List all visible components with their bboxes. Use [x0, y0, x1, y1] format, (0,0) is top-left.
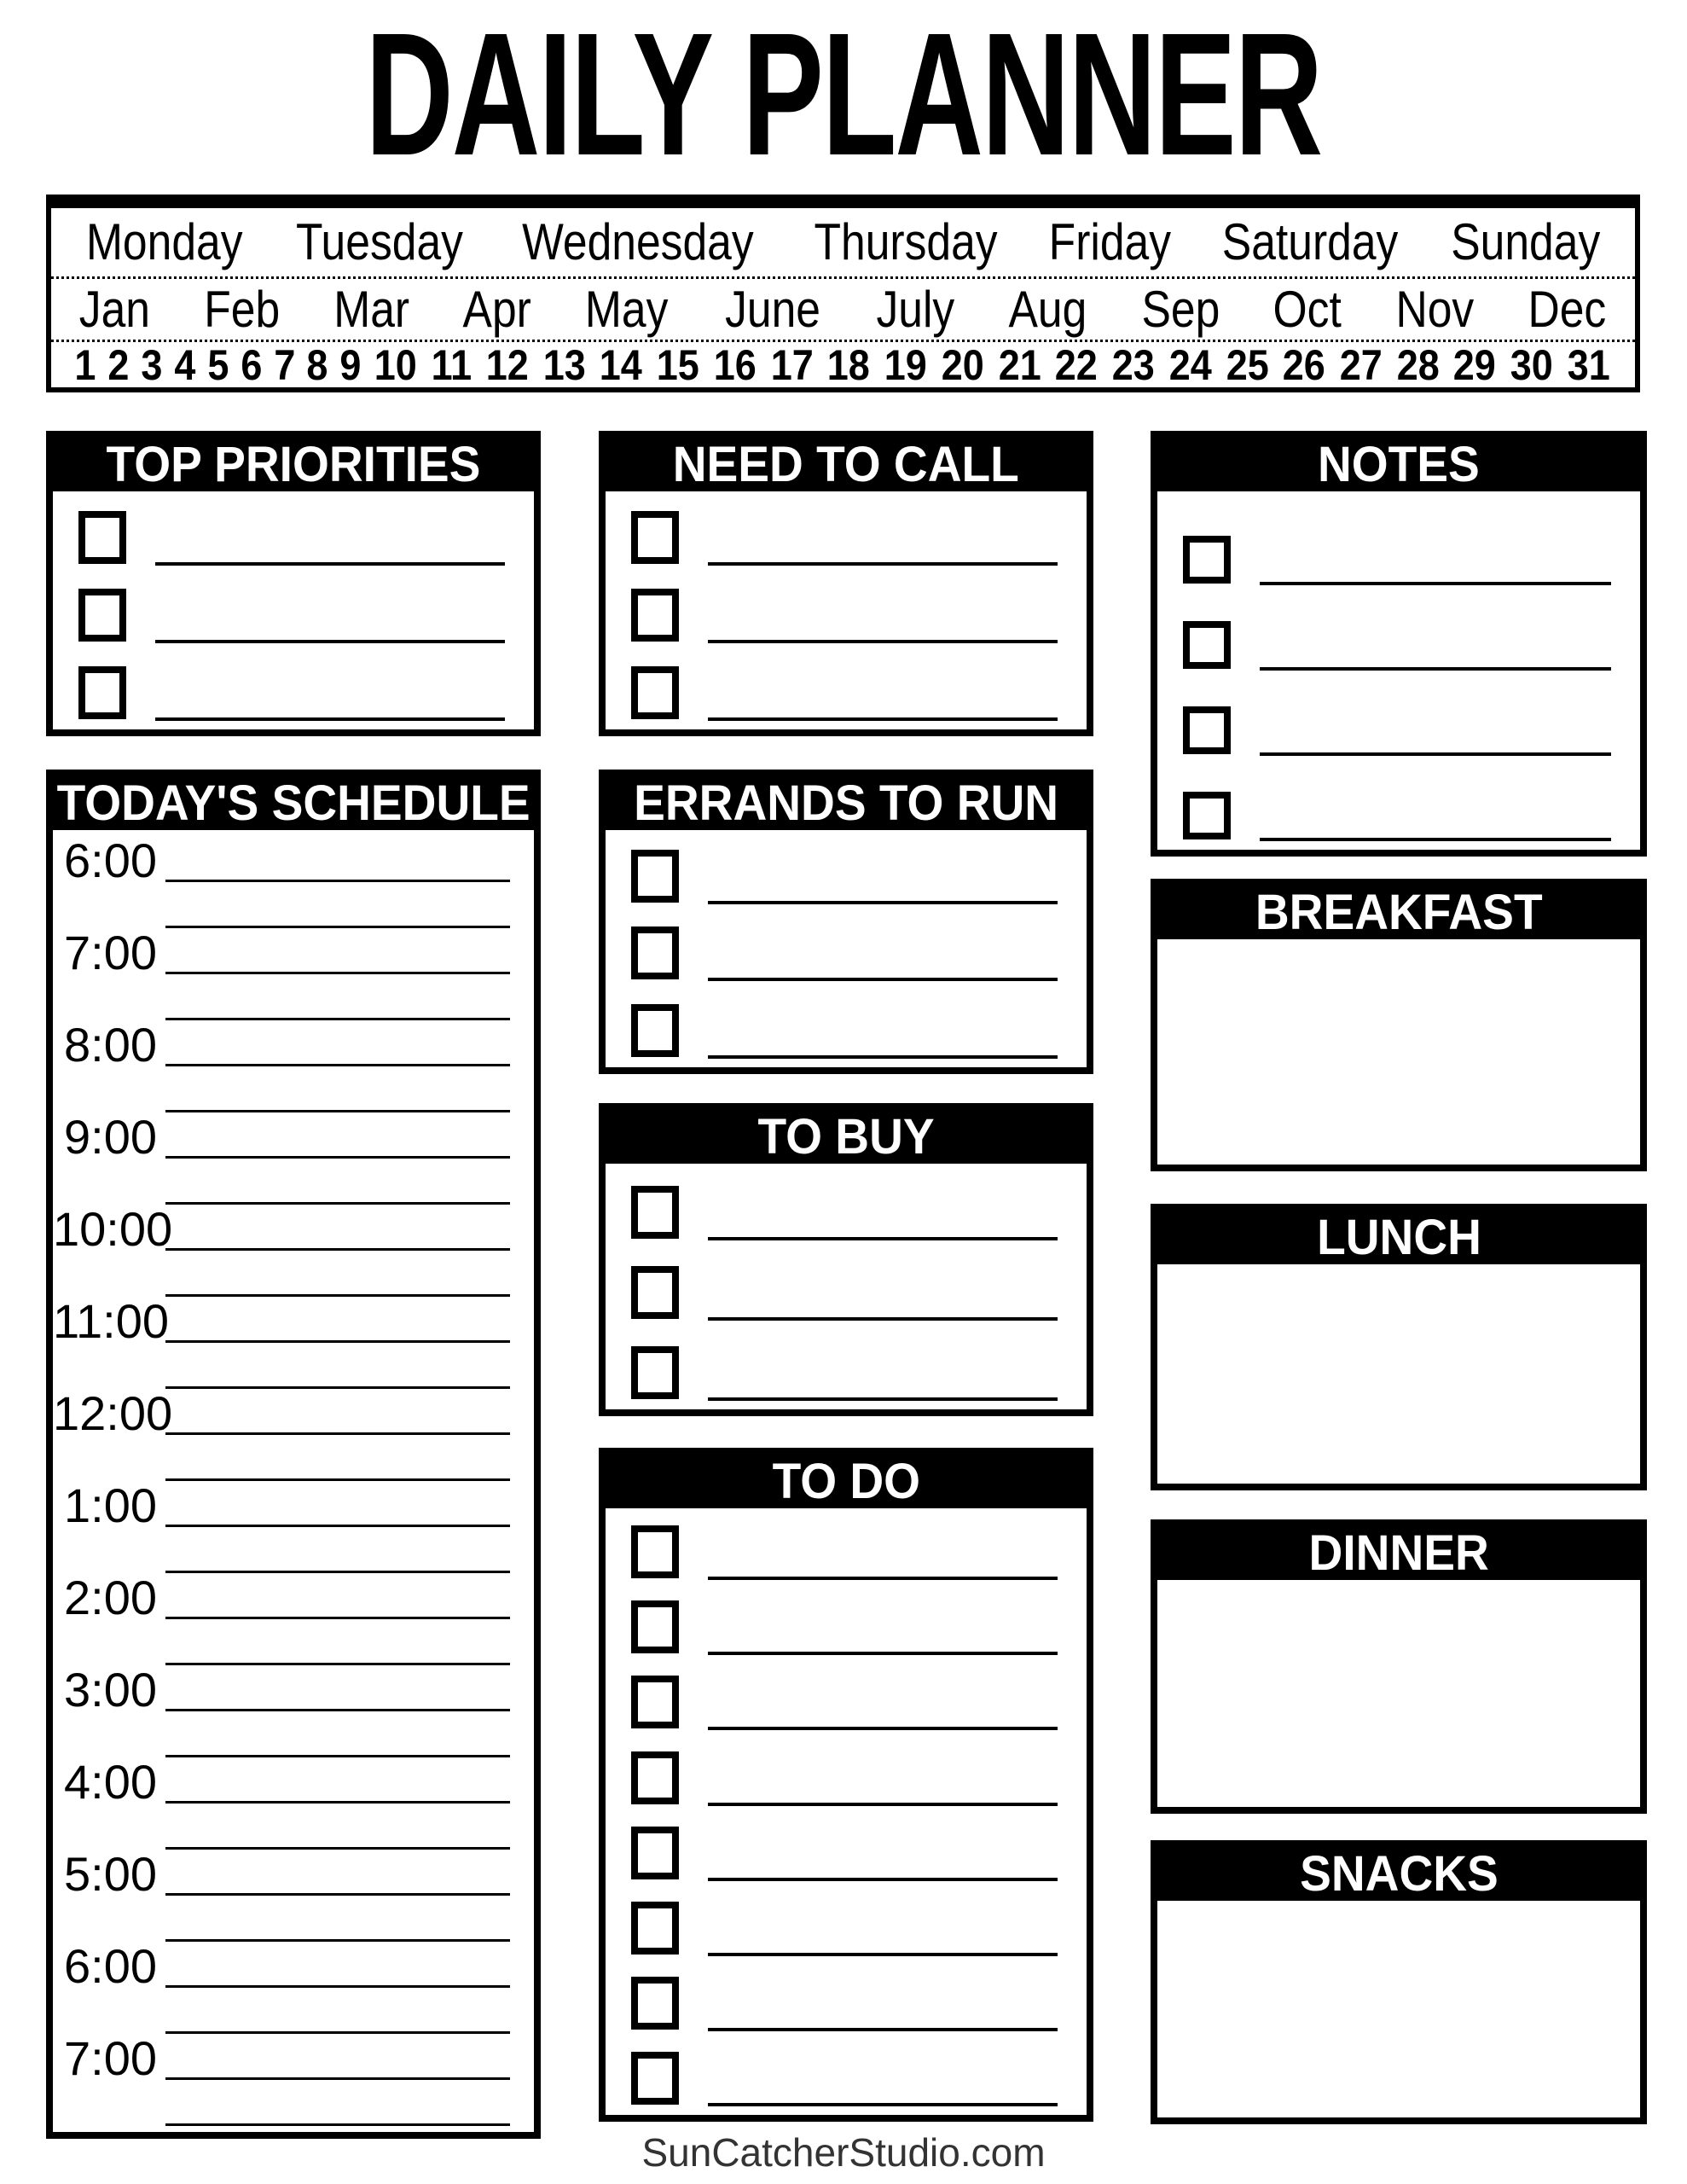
calendar-date-label: 31: [1567, 340, 1610, 389]
write-line: [155, 562, 505, 566]
section-todays-schedule: [46, 770, 541, 2139]
calendar-date-label: 9: [339, 340, 362, 389]
schedule-time-label: 6:00: [64, 834, 157, 887]
checklist-row: [53, 652, 534, 729]
schedule-half-hour-line: [165, 1571, 510, 1573]
lunch-write-area: [1157, 1264, 1640, 1484]
checkbox-icon: [631, 1525, 679, 1578]
calendar-date-label: 13: [542, 340, 586, 389]
calendar-month-label: Mar: [333, 280, 410, 338]
calendar-day-label: Wednesday: [521, 213, 754, 270]
schedule-time-label: 5:00: [64, 1847, 157, 1901]
calendar-date-label: 22: [1055, 340, 1099, 389]
errands-list: [606, 830, 1087, 1067]
calendar-month-label: Oct: [1272, 280, 1342, 338]
schedule-time-label: 10:00: [53, 1202, 173, 1256]
schedule-hour-line: [165, 1248, 510, 1251]
schedule-hour-line: [165, 2077, 510, 2080]
calendar-date-label: 21: [998, 340, 1041, 389]
write-line: [1260, 667, 1611, 671]
checkbox-icon: [631, 1186, 679, 1239]
calendar-month-label: Sep: [1141, 280, 1220, 338]
notes-list: [1157, 491, 1640, 850]
section-snacks: [1151, 1840, 1647, 2124]
schedule-hour-line: [165, 880, 510, 882]
checkbox-icon: [631, 589, 679, 642]
section-need-to-call-header: [606, 438, 1087, 491]
calendar-date-label: 10: [374, 340, 418, 389]
checkbox-icon: [631, 926, 679, 979]
schedule-slot: [53, 1386, 534, 1485]
checklist-row: [606, 990, 1087, 1067]
calendar-date-label: 14: [600, 340, 643, 389]
checkbox-icon: [1183, 621, 1231, 669]
schedule-slot: [53, 834, 534, 932]
schedule-half-hour-line: [165, 1294, 510, 1297]
write-line: [708, 1803, 1058, 1806]
section-errands-to-run-title: ERRANDS TO RUN: [634, 775, 1058, 831]
need-to-call-list: [606, 491, 1087, 729]
calendar-month-label: July: [876, 280, 954, 338]
section-notes-header: [1157, 438, 1640, 491]
schedule-slot: [53, 1571, 534, 1670]
checklist-row: [606, 1513, 1087, 1589]
schedule-time-label: 4:00: [64, 1755, 157, 1809]
section-dinner: [1151, 1519, 1647, 1814]
schedule-slot: [53, 1847, 534, 1946]
to-do-list: [606, 1508, 1087, 2115]
schedule-time-label: 7:00: [64, 2031, 157, 2085]
schedule-hour-line: [165, 1893, 510, 1896]
schedule-half-hour-line: [165, 1939, 510, 1942]
section-errands-to-run-header: [606, 776, 1087, 830]
calendar-month-label: Aug: [1008, 280, 1087, 338]
schedule-hour-line: [165, 1340, 510, 1343]
schedule-hour-line: [165, 1525, 510, 1527]
checkbox-icon: [78, 666, 126, 719]
checkbox-icon: [631, 1676, 679, 1728]
schedule-half-hour-line: [165, 926, 510, 928]
write-line: [708, 2103, 1058, 2106]
calendar-date-label: 30: [1510, 340, 1554, 389]
section-to-buy-title: TO BUY: [757, 1108, 935, 1165]
schedule-time-label: 2:00: [64, 1571, 157, 1624]
schedule-half-hour-line: [165, 1478, 510, 1481]
section-to-buy-header: [606, 1110, 1087, 1164]
schedule-hour-line: [165, 1617, 510, 1619]
section-to-buy: [599, 1103, 1093, 1416]
checklist-row: [1157, 764, 1640, 850]
checkbox-icon: [1183, 706, 1231, 754]
checklist-row: [606, 652, 1087, 729]
calendar-month-label: June: [724, 280, 820, 338]
page-title-text: DAILY PLANNER: [365, 0, 1322, 192]
checklist-row: [1157, 508, 1640, 594]
calendar-date-label: 19: [884, 340, 927, 389]
schedule-hour-line: [165, 1156, 510, 1159]
calendar-dates-row: [51, 342, 1635, 387]
section-snacks-header: [1157, 1847, 1640, 1901]
calendar-month-label: Nov: [1395, 280, 1474, 338]
write-line: [708, 1237, 1058, 1240]
calendar-date-label: 5: [207, 340, 229, 389]
checkbox-icon: [631, 850, 679, 903]
checklist-row: [606, 1965, 1087, 2040]
checklist-row: [1157, 679, 1640, 764]
write-line: [708, 1652, 1058, 1655]
schedule-slot: [53, 926, 534, 1025]
checklist-row: [606, 497, 1087, 574]
schedule-slot: [53, 1663, 534, 1762]
checkbox-icon: [631, 1977, 679, 2030]
calendar-date-label: 26: [1283, 340, 1326, 389]
schedule-time-label: 12:00: [53, 1386, 173, 1440]
checklist-row: [606, 1815, 1087, 1890]
write-line: [708, 1317, 1058, 1321]
schedule-slot: [53, 1478, 534, 1577]
write-line: [1260, 752, 1611, 756]
section-need-to-call: [599, 431, 1093, 736]
write-line: [708, 1055, 1058, 1059]
checkbox-icon: [1183, 792, 1231, 839]
checkbox-icon: [78, 511, 126, 564]
checkbox-icon: [78, 589, 126, 642]
section-lunch-title: LUNCH: [1316, 1209, 1481, 1265]
schedule-time-label: 3:00: [64, 1663, 157, 1716]
checklist-row: [1157, 594, 1640, 679]
section-errands-to-run: [599, 770, 1093, 1074]
calendar-date-label: 1: [74, 340, 96, 389]
to-buy-list: [606, 1164, 1087, 1409]
section-notes: [1151, 431, 1647, 857]
checkbox-icon: [631, 2052, 679, 2105]
schedule-half-hour-line: [165, 1386, 510, 1389]
checklist-row: [606, 1329, 1087, 1409]
checkbox-icon: [631, 1266, 679, 1319]
write-line: [708, 1953, 1058, 1956]
write-line: [708, 1727, 1058, 1730]
breakfast-write-area: [1157, 939, 1640, 1165]
calendar-date-label: 12: [485, 340, 529, 389]
schedule-hour-line: [165, 1064, 510, 1066]
section-to-do-header: [606, 1455, 1087, 1508]
section-todays-schedule-header: [53, 776, 534, 830]
calendar-date-label: 28: [1396, 340, 1440, 389]
checkbox-icon: [631, 511, 679, 564]
calendar-day-label: Sunday: [1451, 213, 1601, 270]
section-to-do-title: TO DO: [772, 1453, 920, 1509]
calendar-strip: [46, 195, 1640, 392]
section-need-to-call-title: NEED TO CALL: [672, 436, 1020, 492]
calendar-date-label: 16: [713, 340, 757, 389]
schedule-slot: [53, 1018, 534, 1117]
calendar-date-label: 11: [431, 340, 472, 389]
write-line: [155, 640, 505, 643]
schedule-slot: [53, 1202, 534, 1301]
calendar-date-label: 24: [1168, 340, 1212, 389]
calendar-month-label: Dec: [1528, 280, 1607, 338]
section-lunch-header: [1157, 1211, 1640, 1264]
schedule-slot: [53, 1939, 534, 2038]
checkbox-icon: [631, 1902, 679, 1955]
calendar-date-label: 25: [1226, 340, 1269, 389]
calendar-date-label: 8: [306, 340, 328, 389]
section-to-do: [599, 1448, 1093, 2122]
schedule-half-hour-line: [165, 2123, 510, 2126]
section-top-priorities: [46, 431, 541, 736]
calendar-date-label: 23: [1111, 340, 1155, 389]
calendar-date-label: 20: [941, 340, 984, 389]
write-line: [1260, 838, 1611, 841]
calendar-month-label: Apr: [462, 280, 531, 338]
section-notes-title: NOTES: [1318, 436, 1480, 492]
schedule-half-hour-line: [165, 1847, 510, 1850]
calendar-date-label: 27: [1339, 340, 1383, 389]
write-line: [708, 717, 1058, 721]
section-dinner-title: DINNER: [1308, 1525, 1489, 1581]
schedule-time-label: 1:00: [64, 1478, 157, 1532]
calendar-date-label: 18: [827, 340, 871, 389]
section-breakfast: [1151, 879, 1647, 1171]
calendar-date-label: 7: [273, 340, 295, 389]
checkbox-icon: [631, 666, 679, 719]
checklist-row: [606, 1589, 1087, 1664]
calendar-day-label: Tuesday: [295, 213, 463, 270]
schedule-half-hour-line: [165, 1663, 510, 1665]
calendar-date-label: 15: [656, 340, 700, 389]
page-title: [0, 0, 1687, 192]
schedule-half-hour-line: [165, 2031, 510, 2034]
snacks-write-area: [1157, 1901, 1640, 2117]
calendar-date-label: 29: [1453, 340, 1497, 389]
section-top-priorities-header: [53, 438, 534, 491]
checkbox-icon: [631, 1600, 679, 1653]
schedule-slot: [53, 1110, 534, 1209]
schedule-hour-line: [165, 972, 510, 974]
calendar-days-row: [51, 208, 1635, 279]
checklist-row: [53, 574, 534, 652]
schedule-hour-line: [165, 1985, 510, 1988]
checkbox-icon: [631, 1751, 679, 1804]
schedule-slot: [53, 2031, 534, 2130]
section-lunch: [1151, 1204, 1647, 1490]
schedule-time-label: 6:00: [64, 1939, 157, 1993]
checklist-row: [606, 1890, 1087, 1965]
checklist-row: [606, 1169, 1087, 1249]
calendar-day-label: Friday: [1048, 213, 1172, 270]
checklist-row: [606, 2040, 1087, 2115]
schedule-hour-line: [165, 1801, 510, 1804]
checklist-row: [606, 1664, 1087, 1739]
section-dinner-header: [1157, 1526, 1640, 1580]
calendar-day-label: Saturday: [1221, 213, 1399, 270]
footer-credit-text: SunCatcherStudio.com: [641, 2130, 1046, 2175]
checkbox-icon: [631, 1004, 679, 1057]
calendar-month-label: Jan: [78, 280, 150, 338]
section-breakfast-title: BREAKFAST: [1255, 884, 1543, 940]
schedule-slot: [53, 1755, 534, 1854]
schedule-list: [53, 830, 534, 2132]
schedule-time-label: 11:00: [53, 1294, 169, 1348]
checklist-row: [606, 574, 1087, 652]
footer-credit: [0, 2129, 1687, 2176]
schedule-half-hour-line: [165, 1018, 510, 1020]
section-todays-schedule-title: TODAY'S SCHEDULE: [56, 775, 530, 831]
dinner-write-area: [1157, 1580, 1640, 1807]
checklist-row: [53, 497, 534, 574]
calendar-date-label: 3: [141, 340, 163, 389]
write-line: [708, 2028, 1058, 2031]
schedule-time-label: 8:00: [64, 1018, 157, 1072]
calendar-day-label: Monday: [85, 213, 243, 270]
write-line: [708, 562, 1058, 566]
write-line: [708, 640, 1058, 643]
schedule-time-label: 7:00: [64, 926, 157, 979]
schedule-slot: [53, 1294, 534, 1393]
write-line: [708, 1577, 1058, 1580]
calendar-months-row: [51, 279, 1635, 342]
section-top-priorities-title: TOP PRIORITIES: [106, 436, 481, 492]
checklist-row: [606, 1249, 1087, 1329]
section-snacks-title: SNACKS: [1299, 1845, 1499, 1902]
calendar-month-label: Feb: [203, 280, 280, 338]
checkbox-icon: [631, 1346, 679, 1399]
write-line: [708, 1397, 1058, 1401]
calendar-date-label: 6: [241, 340, 263, 389]
schedule-half-hour-line: [165, 1110, 510, 1112]
write-line: [155, 717, 505, 721]
checkbox-icon: [631, 1827, 679, 1879]
section-breakfast-header: [1157, 886, 1640, 939]
calendar-date-label: 17: [770, 340, 814, 389]
write-line: [1260, 582, 1611, 585]
calendar-date-label: 2: [107, 340, 130, 389]
checklist-row: [606, 835, 1087, 913]
checklist-row: [606, 1739, 1087, 1814]
write-line: [708, 901, 1058, 904]
schedule-hour-line: [165, 1709, 510, 1711]
schedule-time-label: 9:00: [64, 1110, 157, 1164]
schedule-half-hour-line: [165, 1755, 510, 1757]
write-line: [708, 1878, 1058, 1881]
calendar-day-label: Thursday: [814, 213, 998, 270]
checkbox-icon: [1183, 536, 1231, 584]
schedule-hour-line: [165, 1432, 510, 1435]
calendar-date-label: 4: [174, 340, 196, 389]
schedule-half-hour-line: [165, 1202, 510, 1205]
calendar-month-label: May: [585, 280, 669, 338]
checklist-row: [606, 913, 1087, 990]
top-priorities-list: [53, 491, 534, 729]
write-line: [708, 978, 1058, 981]
